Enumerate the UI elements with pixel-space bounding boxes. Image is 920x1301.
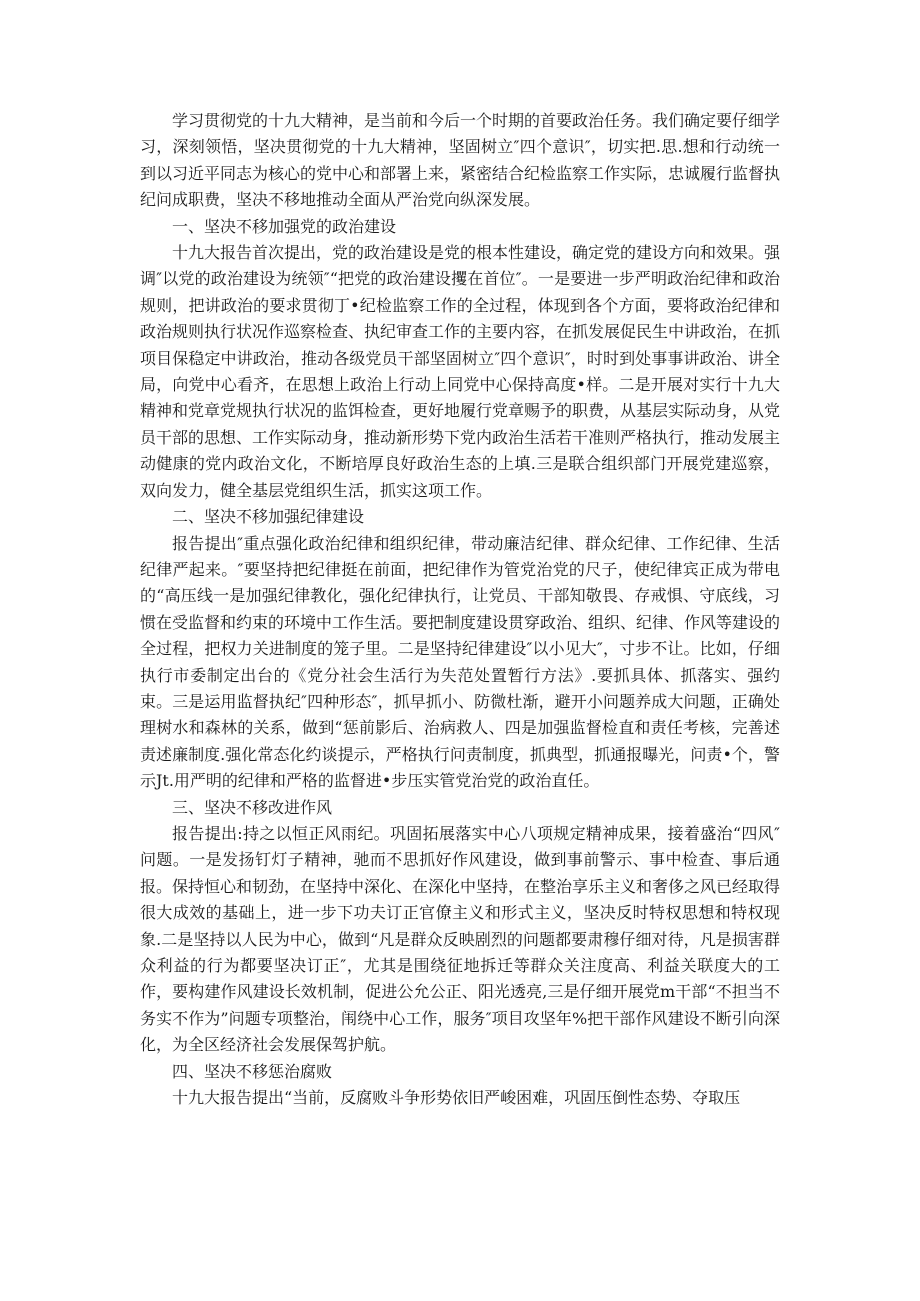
section-heading-2: 二、坚决不移加强纪律建设 xyxy=(172,507,365,527)
section-1-paragraph: 十九大报告首次提出，党的政治建设是党的根本性建设，确定党的建设方向和效果。强调″以党的政治建设为统领″“把党的政治建设攫在首位″。一是要进一步严明政治纪律和政治规则，把讲政治的要求贯彻丁•纪检监察工作的全过程，体现到各个方面，要将政治纪律和政治规则执行状况作巡察检查、执纪审查工作的主要内容，在抓发展促民生中讲政治，在抓项目保稳定中讲政治，推动各级党员干部坚固树立″四个意识″，时时到处事事讲政治、讲全局，向党中心看齐，在思想上政治上行动上同党中心保持高度•样。二是开展对实行十九大精神和党章党规执行状况的监饵检查，更好地履行党章赐予的职费，从基层实际动身，从党员干部的思想、工作实际动身，推动新形势下党内政治生活若干准则严格执行，推动发展主动健康的党内政治文化，不断培厚良好政治生态的上填.三是联合组织部门开展党建巡察，双向发力，健全基层党组织生活，抓实这项工作。 xyxy=(140,243,781,500)
section-2-paragraph: 报告提出″重点强化政治纪律和组织纪律，带动廉洁纪律、群众纪律、工作纪律、生活纪律严起来。″要坚持把纪律挺在前面，把纪律作为管党治党的尺子，使纪律宾正成为带电的“高压线一是加强纪律教化，强化纪律执行，让党员、干部知敬畏、存戒惧、守底线，习惯在受监督和约束的环境中工作生活。要把制度建设贯穿政治、组织、纪律、作风等建设的全过程，把权力关进制度的笼子里。二是坚持纪律建设″以小见大″，寸步不让。比如，仔细执行市委制定出台的《党分社会生活行为失范处置暂行方法》.要抓具体、抓落实、强约束。三是运用监督执纪″四种形态″，抓早抓小、防微杜渐，避开小问题养成大问题，正确处理树水和森林的关系，做到“惩前影后、治病救人、四是加强监督检直和责任考核，完善述责述廉制度.强化常态化约谈提示，严格执行问责制度，抓典型，抓通报曝光，问责•个，警示Jt.用严明的纪律和严格的监督进•步压实管党治党的政治直任。 xyxy=(140,533,781,791)
document-body xyxy=(140,108,780,1111)
section-heading-1: 一、坚决不移加强党的政治建设 xyxy=(172,216,397,236)
section-heading-4: 四、坚决不移惩治腐败 xyxy=(172,1061,333,1081)
intro-paragraph: 学习贯彻党的十九大精神，是当前和今后一个时期的首要政治任务。我们确定要仔细学习，深刻领悟，坚决贯彻党的十九大精神，坚固树立″四个意识″，切实把.思.想和行动统一到以习近平同志为核心的党中心和部署上来，紧密结合纪检监察工作实际，忠诚履行监督执纪问成职费，坚决不移地推动全面从严治党向纵深发展。 xyxy=(140,111,781,210)
section-4-paragraph: 十九大报告提出“当前，反腐败斗争形势依旧严峻困难，巩固压倒性态势、夺取压 xyxy=(172,1088,741,1108)
section-3-paragraph: 报告提出:持之以恒正风雨纪。巩固拓展落实中心八项规定精神成果，接着盛治“四风″问题。一是发扬钉灯子精神，驰而不思抓好作风建设，做到事前警示、事中检查、事后通报。保持恒心和韧劲，在坚持中深化、在深化中坚持，在整治享乐主义和奢侈之风已经取得很大成效的基础上，进一步下功夫订正官僚主义和形式主义，坚决反时特权思想和特权现象.二是坚持以人民为中心，做到“凡是群众反映剧烈的问题都要肃穆仔细对待，凡是损害群众利益的行为都要坚决订正″，尤其是围绕征地拆迁等群众关注度高、利益关联度大的工作，要构建作风建设长效机制，促进公允公正、阳光透亮,三是仔细开展党m干部“不担当不务实不作为”问题专项整治，闱绕中心工作，服务″项目攻坚年%把干部作风建设不断引向深化，为全区经济社会发展保驾护航。 xyxy=(140,823,781,1055)
section-heading-3: 三、坚决不移改进作风 xyxy=(172,797,333,817)
